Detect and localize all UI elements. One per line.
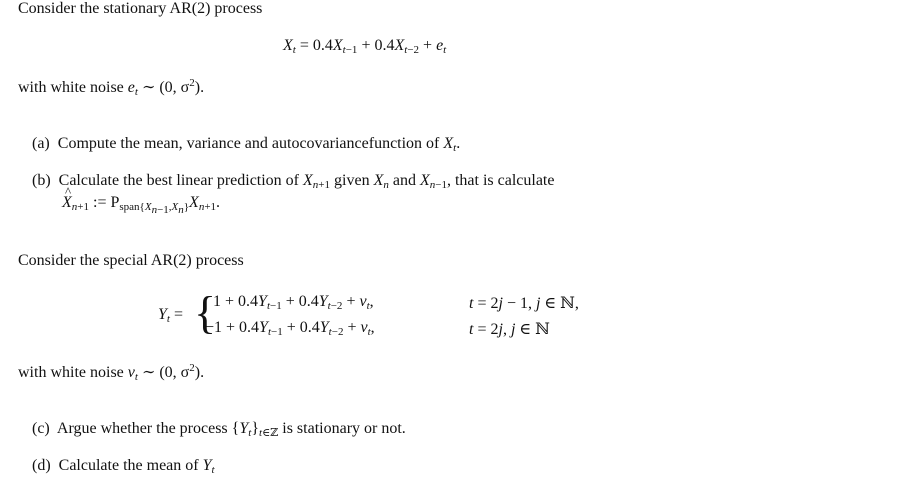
case-2-expression: $-1 + 0.4Y_{t-1} + 0.4Y_{t-2} + v_t$,: [205, 319, 375, 338]
white-noise-text-2: with white noise $v_t$ ∼ (0, $\sigma^2$).: [18, 362, 205, 383]
intro-text-2: Consider the special AR(2) process: [18, 252, 244, 269]
equation-special-lhs: $Y_t$ =: [158, 306, 183, 325]
intro-text-1: Consider the stationary AR(2) process: [18, 0, 263, 17]
case-1-expression: $1 + 0.4Y_{t-1} + 0.4Y_{t-2} + v_t$,: [213, 293, 374, 312]
left-brace: {: [194, 287, 217, 338]
question-c: (c) Argue whether the process $\{Y_t\}_{t\in ℤ}$ is stationary or not.: [32, 420, 406, 439]
question-b-formula: ^ $X_{n+1}$ := $P_{span\{X_{n-1},X_n\}}X_{n+1}$.: [62, 194, 220, 212]
question-b: (b) Calculate the best linear prediction of $X_{n+1}$ given $X_n$ and $X_{n-1}$, that is calculate: [32, 172, 555, 191]
question-d: (d) Calculate the mean of $Y_t$: [32, 457, 215, 476]
case-2-condition: t = 2j, j ∈ ℕ: [469, 321, 550, 338]
case-1-condition: t = 2j − 1, j ∈ ℕ,: [469, 295, 579, 312]
equation-ar2: $X_t = 0.4X_{t-1} + 0.4X_{t-2} + e_t$: [283, 37, 447, 56]
white-noise-text-1: with white noise $e_t$ ∼ (0, $\sigma^2$).: [18, 77, 205, 98]
question-a: (a) Compute the mean, variance and autocovariancefunction of $X_t$.: [32, 135, 461, 154]
